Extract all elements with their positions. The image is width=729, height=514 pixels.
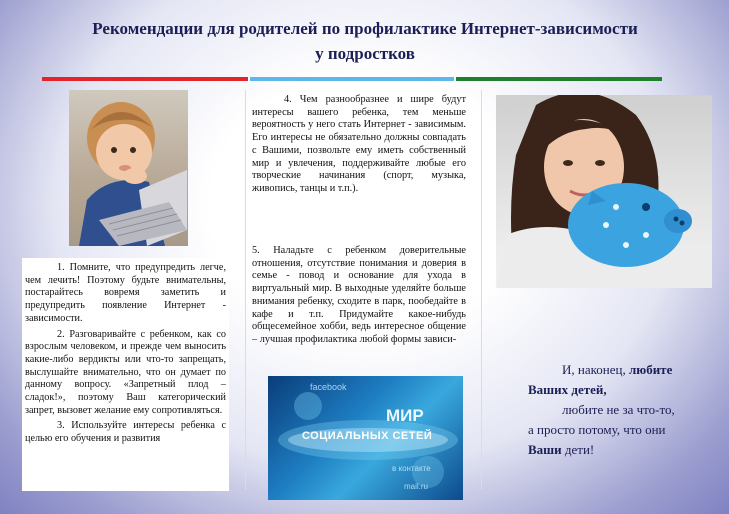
left-text-box <box>22 258 229 491</box>
closing-deti: дети! <box>561 442 595 457</box>
closing-line-2: любите не за что-то, <box>562 402 675 417</box>
social-mir-text: МИР <box>386 406 424 425</box>
recommendation-5: 5. Наладьте с ребенком доверительные отношения, отсутствие понимания и доверия в семье - повод и основание для ухода в виртуальный мир. В выходные уделяйте больше внимания ребенку, сходите в парк, пообедайте в кафе и т.п. Придумайте какое-нибудь общесемейное хобби, ведь интересное общение – лучшая профилактика любой формы зависи- <box>252 245 466 345</box>
girl-piggy-bank-photo <box>496 95 712 288</box>
middle-text-bottom <box>252 245 466 371</box>
closing-kids: Ваших детей, <box>528 382 607 397</box>
recommendation-4: 4. Чем разнообразнее и шире будут интересы вашего ребенка, тем меньше вероятность у него стать Интернет - зависимым. Его интересы не обязательно должны совпадать с Вашими, позвольте ему иметь собственный мир и увлечения, поддерживайте любые его творческие начинания (спорт, музыка, живопись, танцы и т.п.). <box>252 94 466 194</box>
title-line-2: у подростков <box>315 44 415 63</box>
middle-text-top <box>252 94 466 196</box>
stripe-red <box>42 77 248 81</box>
closing-love: любите <box>628 362 673 377</box>
social-facebook-text: facebook <box>310 382 347 392</box>
stripe-blue <box>250 77 454 81</box>
closing-vashi: Ваши <box>528 442 562 457</box>
social-networks-image <box>268 376 463 500</box>
recommendation-2: 2. Разговаривайте с ребенком, как со взрослым человеком, и прежде чем выносить какие-либо вердикты или что-то запрещать, выслушайте внимательно, что он думает по данному вопросу. «Запретный плод – сладок!», поэтому Ваш категорический запрет, вызовет желание ему сопротивляться. <box>25 328 226 416</box>
boy-laptop-photo <box>69 90 188 246</box>
column-divider-right <box>481 90 482 490</box>
closing-message <box>522 360 712 460</box>
closing-lead: И, наконец, <box>562 362 629 377</box>
stripe-green <box>456 77 662 81</box>
page-title <box>30 16 700 66</box>
title-line-1: Рекомендации для родителей по профилактике Интернет-зависимости <box>92 19 638 38</box>
recommendation-1: 1. Помните, что предупредить легче, чем лечить! Поэтому будьте внимательны, постарайтесь вовремя заметить и предупредить появление Интернет - зависимости. <box>25 262 226 324</box>
social-vkontakte-text: в контакте <box>392 464 431 473</box>
column-divider-left <box>245 90 246 490</box>
recommendation-3: 3. Используйте интересы ребенка с целью его обучения и развития <box>25 420 226 445</box>
social-seti-text: СОЦИАЛЬНЫХ СЕТЕЙ <box>302 430 433 442</box>
social-mail-text: mail.ru <box>404 482 429 491</box>
closing-line-3: а просто потому, что они <box>528 422 666 437</box>
